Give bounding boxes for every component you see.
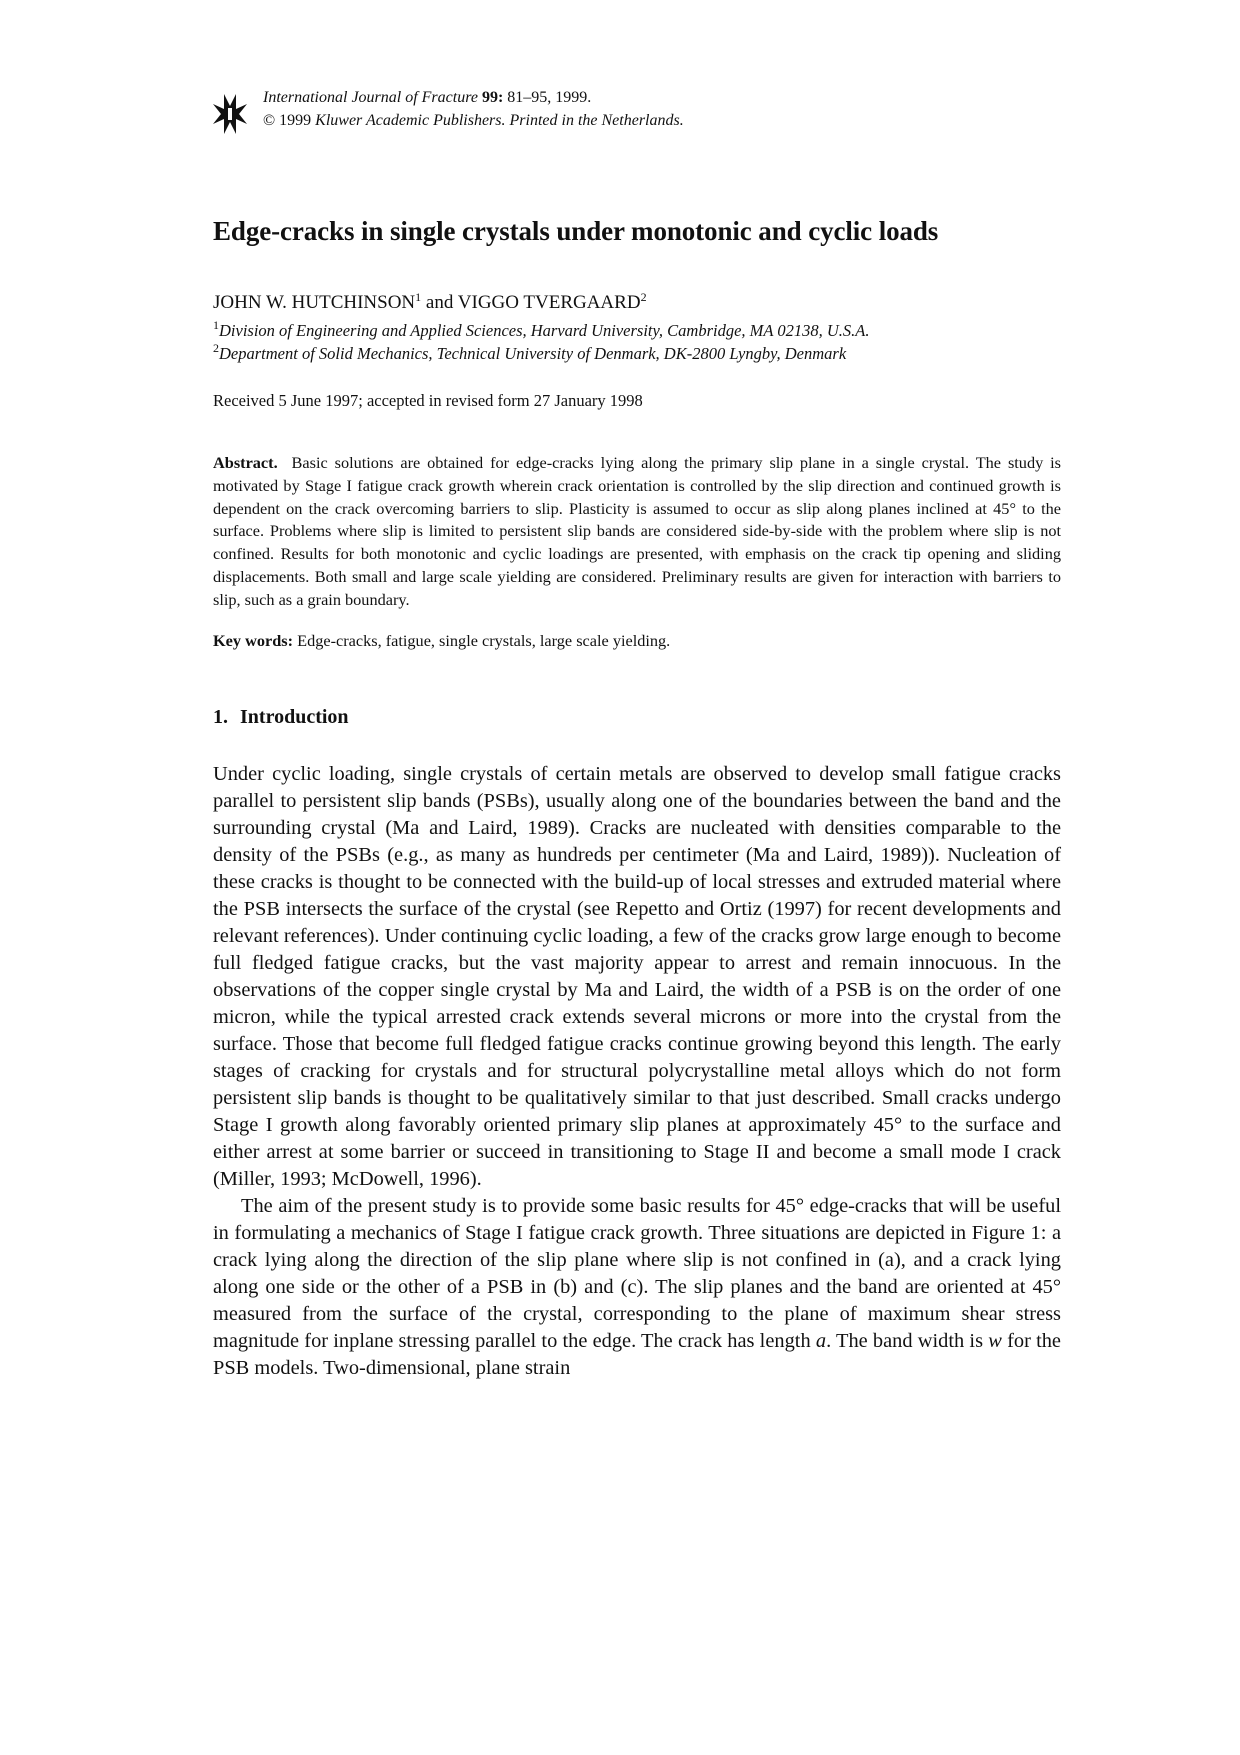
journal-name: International Journal of Fracture [263,89,478,106]
journal-volume: 99: [481,89,504,106]
affiliation [213,341,847,364]
paragraph-text: . The band width is [826,1330,984,1352]
author-conjunction: and [425,292,454,313]
author-name: VIGGO TVERGAARD [457,292,641,313]
journal-citation [263,86,684,132]
author-line [213,292,647,314]
paper-title: Edge-cracks in single crystals under monotonic and cyclic loads [213,216,939,246]
variable-w: w [988,1330,1002,1352]
body-text [213,761,1061,1382]
abstract-label: Abstract. [213,453,278,472]
publisher-logo-icon [213,94,247,134]
affiliation-text: Division of Engineering and Applied Sciences, Harvard University, Cambridge, MA 02138, U.S.A. [219,321,870,340]
journal-header [213,86,1061,136]
abstract [213,452,1061,612]
keywords [213,631,670,651]
affiliation [213,318,870,341]
author-affil-marker: 1 [415,290,422,304]
keywords-text: Edge-cracks, fatigue, single crystals, large scale yielding. [297,631,671,650]
paragraph-text: The aim of the present study is to provide some basic results for 45° edge-cracks that will be useful in formulating a mechanics of Stage I fatigue crack growth. Three situations are depicted in Figure 1: a crack lying along the direction of the slip plane where slip is not confined in (a), and a crack lying along one side or the other of a PSB in (b) and (c). The slip planes and the band are oriented at 45° measured from the surface of the crystal, corresponding to the plane of maximum shear stress magnitude for inplane stressing parallel to the edge. The crack has length [213,1195,1061,1352]
journal-pages: 81–95, 1999. [507,89,592,106]
author-affil-marker: 2 [640,290,647,304]
received-dates: Received 5 June 1997; accepted in revised form 27 January 1998 [213,391,643,410]
author-name: JOHN W. HUTCHINSON [213,292,416,313]
affiliation-marker: 1 [213,318,219,332]
section-heading [213,706,349,729]
variable-a: a [815,1330,827,1352]
section-title: Introduction [240,706,349,728]
section-number: 1. [213,706,228,728]
abstract-text: Basic solutions are obtained for edge-cracks lying along the primary slip plane in a single crystal. The study is motivated by Stage I fatigue crack growth wherein crack orientation is controlled by the slip direction and continued growth is dependent on the crack overcoming barriers to slip. Plasticity is assumed to occur as slip along planes inclined at 45° to the surface. Problems where slip is limited to persistent slip bands are considered side-by-side with the problem where slip is not confined. Results for both monotonic and cyclic loadings are presented, with emphasis on the crack tip opening and sliding displacements. Both small and large scale yielding are considered. Preliminary results are given for interaction with barriers to slip, such as a grain boundary. [213,453,1062,609]
copyright: © 1999 [263,112,312,129]
keywords-label: Key words: [213,631,294,650]
paragraph-text: for the PSB models. Two-dimensional, plane strain [213,1330,1061,1379]
paragraph: Under cyclic loading, single crystals of certain metals are observed to develop small fatigue cracks parallel to persistent slip bands (PSBs), usually along one of the boundaries between the band and the surrounding crystal (Ma and Laird, 1989). Cracks are nucleated with densities comparable to the density of the PSBs (e.g., as many as hundreds per centimeter (Ma and Laird, 1989)). Nucleation of these cracks is thought to be connected with the build-up of local stresses and extruded material where the PSB intersects the surface of the crystal (see Repetto and Ortiz (1997) for recent developments and relevant references). Under continuing cyclic loading, a few of the cracks grow large enough to become full fledged fatigue cracks, but the vast majority appear to arrest and remain innocuous. In the observations of the copper single crystal by Ma and Laird, the width of a PSB is on the order of one micron, while the typical arrested crack extends several microns or more into the crystal from the surface. Those that become full fledged fatigue cracks continue growing beyond this length. The early stages of cracking for crystals and for structural polycrystalline metal alloys which do not form persistent slip bands is thought to be qualitatively similar to that just described. Small cracks undergo Stage I growth along favorably oriented primary slip planes at approximately 45° to the surface and either arrest at some barrier or succeed in transitioning to Stage II and become a small mode I crack (Miller, 1993; McDowell, 1996). [213,763,1061,1190]
affiliation-text: Department of Solid Mechanics, Technical University of Denmark, DK-2800 Lyngby, Denmark [219,344,847,363]
affiliation-marker: 2 [213,341,219,355]
paragraph [213,1193,1061,1382]
publisher-line: Kluwer Academic Publishers. Printed in the Netherlands. [315,112,684,129]
